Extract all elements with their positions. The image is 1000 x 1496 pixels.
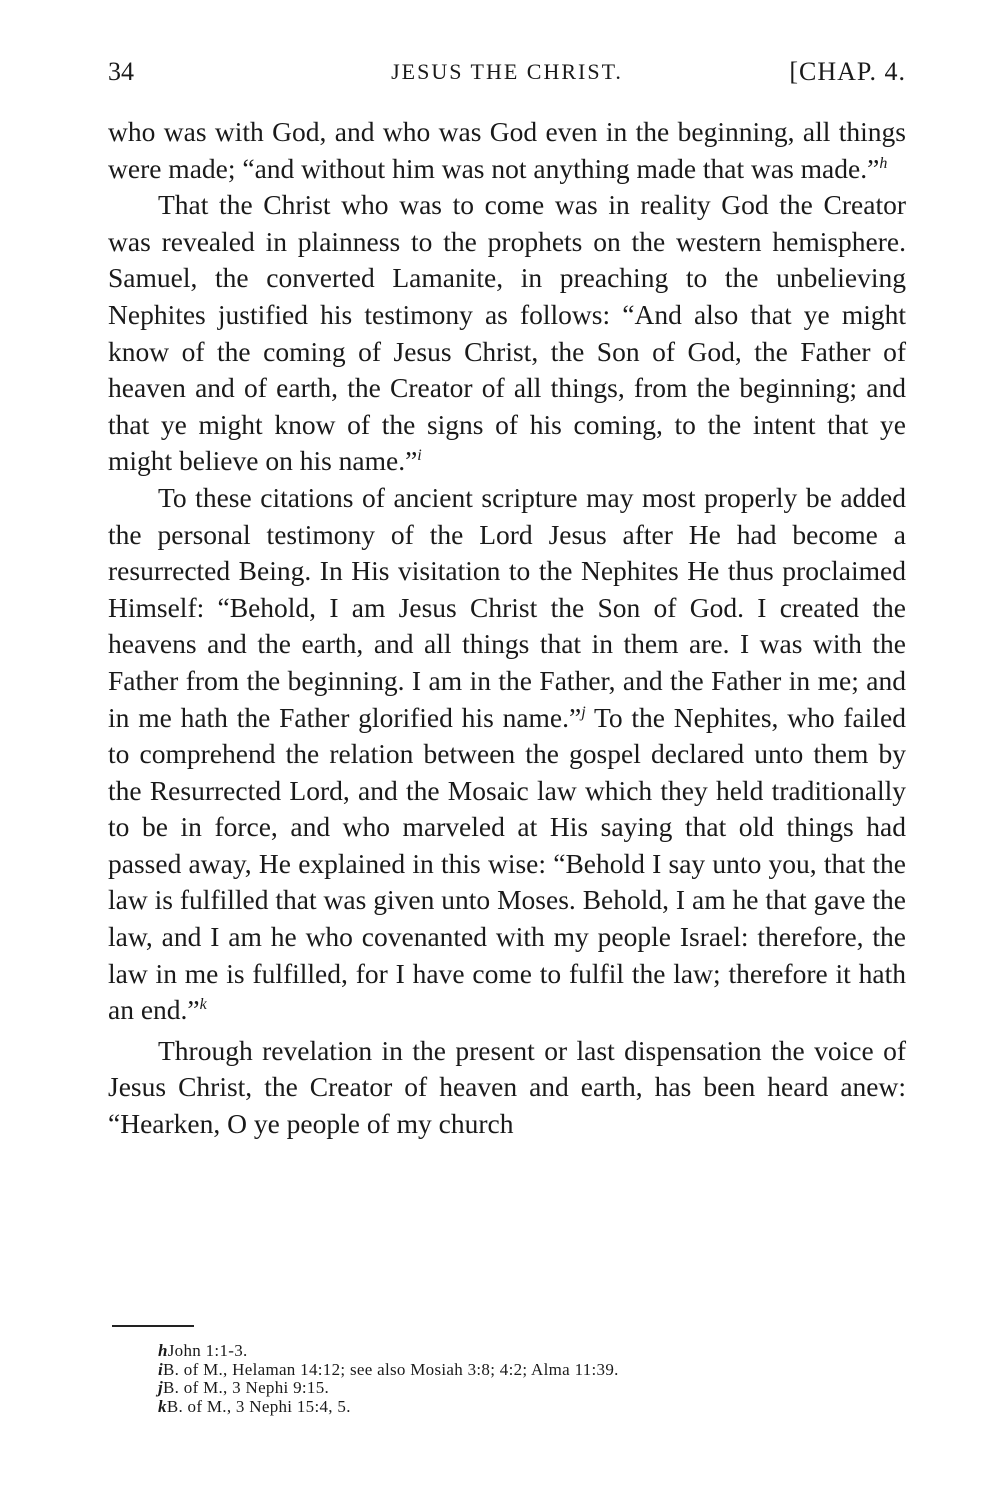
paragraph xyxy=(108,187,906,480)
footnote-text: B. of M., 3 Nephi 9:15. xyxy=(163,1378,330,1397)
paragraph-text: To the Nephites, who failed to comprehend the relation between the gospel declared unto them by the Resurrected Lord, and the Mosaic law which they held traditionally to be in force, and who marveled at His saying that old things had passed away, He explained in this wise: “Behold I say unto you, that the law is fulfilled that was given unto Moses. Behold, I am he that gave the law, and I am he who covenanted with my people Israel: therefore, the law in me is fulfilled, for I have come to fulfil the law; therefore it hath an end.” xyxy=(108,701,906,1026)
paragraph-text: Through revelation in the present or last dispensation the voice of Jesus Christ, the Creator of heaven and earth, has been heard anew: “Hearken, O ye people of my church xyxy=(108,1034,906,1140)
footnote-mark: j xyxy=(158,1378,164,1397)
footnotes xyxy=(158,1342,918,1416)
paragraph-text: That the Christ who was to come was in reality God the Creator was revealed in plainness to the prophets on the western hemisphere. Samuel, the converted Lamanite, in preaching to the unbelieving Nephites justified his testimony as follows: “And also that ye might know of the coming of Jesus Christ, the Son of God, the Father of heaven and of earth, the Creator of all things, from the beginning; and that ye might know of the signs of his coming, to the intent that ye might believe on his name.” xyxy=(108,189,906,477)
footnote-mark: h xyxy=(158,1341,168,1360)
footnote xyxy=(158,1398,918,1417)
footnote-text: John 1:1-3. xyxy=(167,1341,248,1360)
footnote xyxy=(158,1361,918,1380)
footnote xyxy=(158,1379,918,1398)
footnote-mark: k xyxy=(158,1396,167,1416)
running-head xyxy=(108,52,906,92)
running-title: JESUS THE CHRIST. xyxy=(391,59,623,84)
paragraph-text: who was with God, and who was God even in the beginning, all things were made; “and without him was not anything made that was made.” xyxy=(108,116,906,184)
footnote-ref-k: k xyxy=(199,996,207,1014)
page-number: 34 xyxy=(108,57,134,86)
footnote-text: B. of M., 3 Nephi 15:4, 5. xyxy=(166,1396,351,1416)
footnote-text: B. of M., Helaman 14:12; see also Mosiah 3:8; 4:2; Alma 11:39. xyxy=(163,1359,619,1379)
footnote-ref-i: i xyxy=(417,447,422,465)
footnote-rule xyxy=(112,1325,194,1327)
footnote-ref-j: j xyxy=(581,703,586,721)
footnote-ref-h: h xyxy=(879,154,888,172)
paragraph xyxy=(108,480,906,1029)
chapter-reference: [CHAP. 4. xyxy=(789,57,906,86)
paragraph xyxy=(108,1033,906,1143)
footnote-mark: i xyxy=(158,1359,164,1379)
paragraph-continuation xyxy=(108,114,906,187)
body-text xyxy=(108,114,906,1143)
footnote xyxy=(158,1342,918,1361)
paragraph-text: To these citations of ancient scripture may most properly be added the personal testimony of the Lord Jesus after He had become a resurrected Being. In His visitation to the Nephites He thus proclaimed Himself: “Behold, I am Jesus Christ the Son of God. I created the heavens and the earth, and all things that in them are. I was with the Father from the beginning. I am in the Father, and the Father in me; and in me hath the Father glorified his name.” xyxy=(108,481,906,733)
